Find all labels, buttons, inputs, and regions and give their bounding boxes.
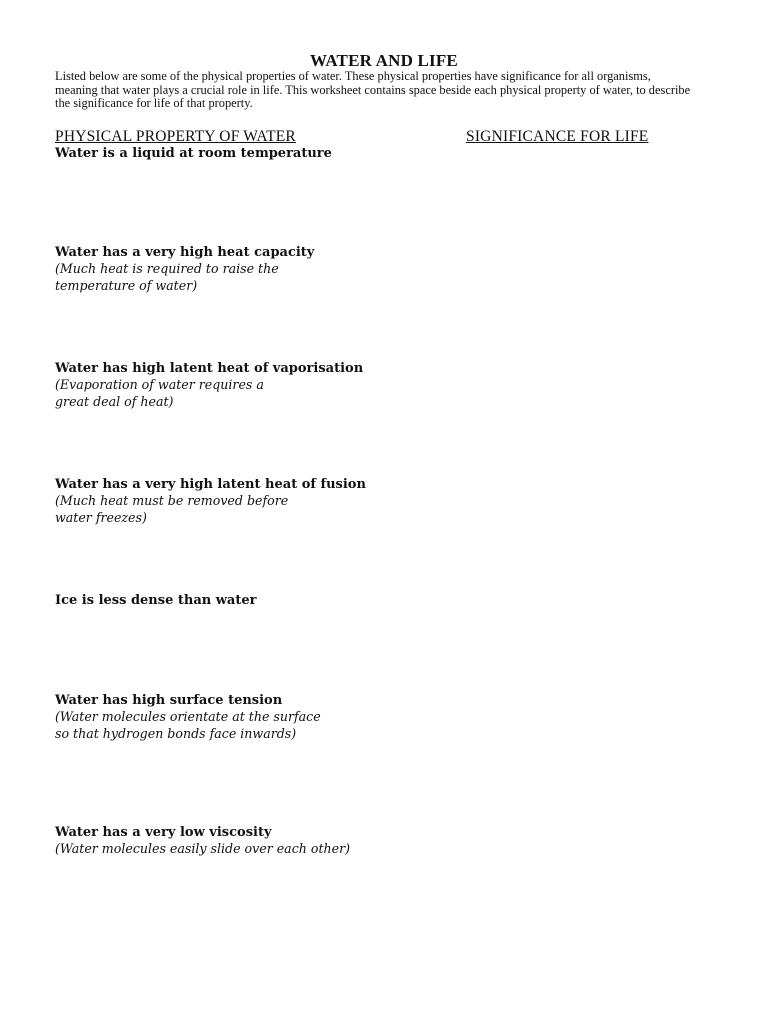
property-item-surface-tension [55,693,455,742]
property-note: (Evaporation of water requires a great deal of heat) [55,377,264,409]
property-note: (Much heat must be removed before water freezes) [55,493,289,525]
property-note: (Water molecules orientate at the surface so that hydrogen bonds face inwards) [55,709,321,741]
property-item-vaporisation [55,361,455,410]
intro-paragraph: Listed below are some of the physical properties of water. These physical properties have significance for all organisms, meaning that water plays a crucial role in life. This worksheet contains space beside each physical property of water, to describe the significance for life of that property. [55,69,691,111]
property-note: (Water molecules easily slide over each other) [55,841,350,856]
property-item-viscosity [55,825,455,858]
property-note: (Much heat is required to raise the temperature of water) [55,261,279,293]
property-name: Water is a liquid at room temperature [55,146,332,161]
column-header-property: PHYSICAL PROPERTY OF WATER [55,128,296,145]
property-name: Water has a very high heat capacity [55,245,315,260]
property-item-ice-density [55,593,455,609]
property-item-liquid [55,146,455,162]
property-name: Water has high surface tension [55,693,283,708]
column-header-significance: SIGNIFICANCE FOR LIFE [466,128,649,145]
property-name: Water has a very low viscosity [55,825,272,840]
property-item-heat-capacity [55,245,455,294]
property-name: Water has high latent heat of vaporisation [55,361,364,376]
property-item-fusion [55,477,455,526]
page-title: WATER AND LIFE [310,51,458,70]
property-name: Water has a very high latent heat of fusion [55,477,366,492]
property-name: Ice is less dense than water [55,593,257,608]
